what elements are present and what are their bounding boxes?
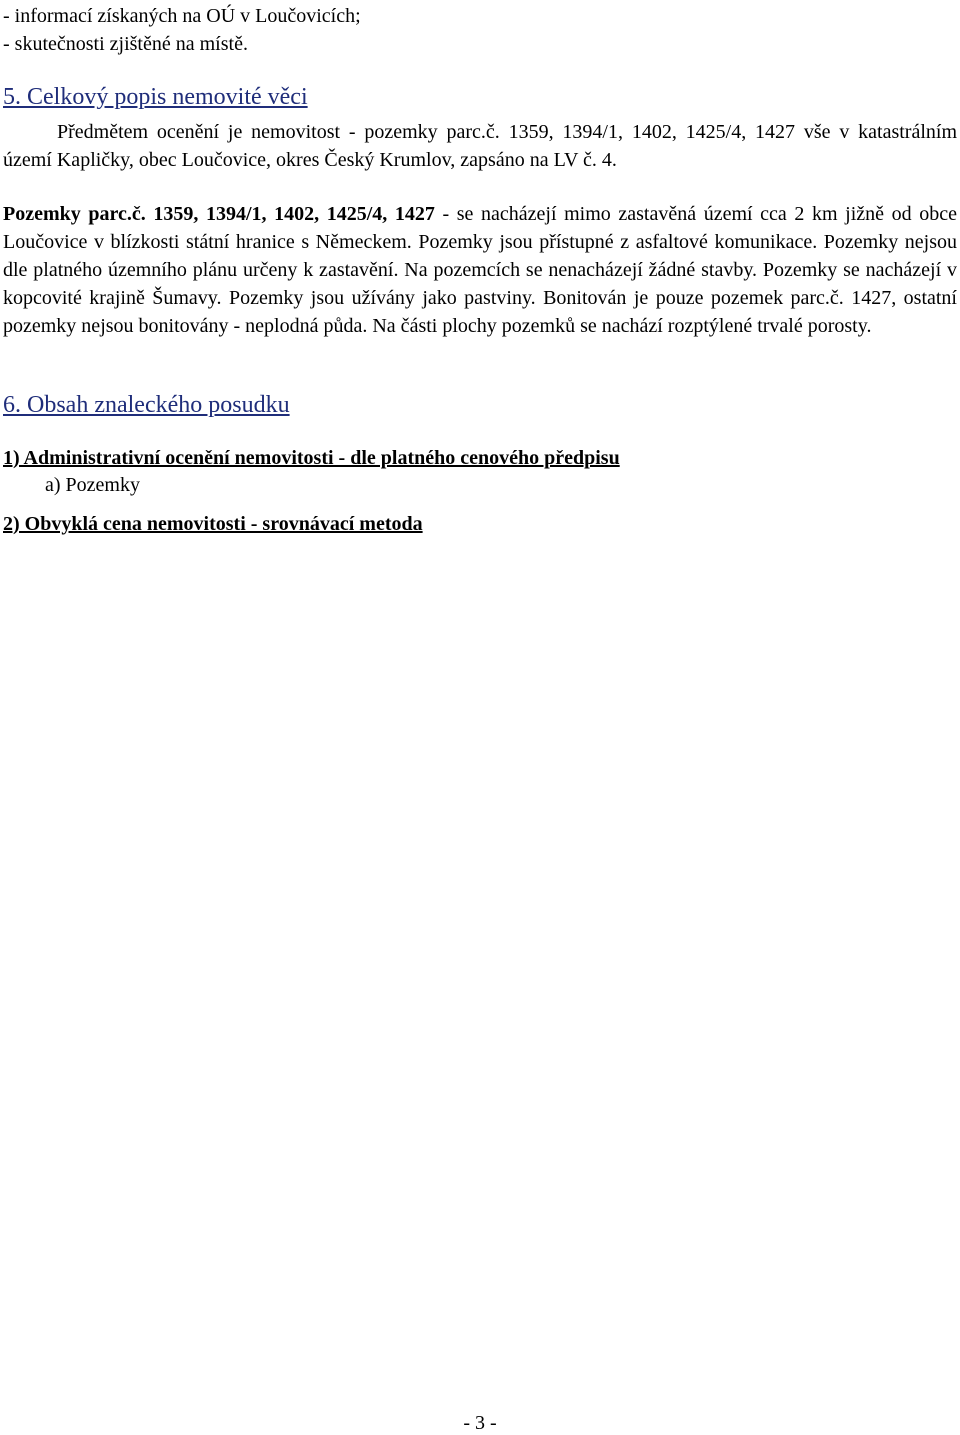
content-item-1a: a) Pozemky — [45, 474, 140, 496]
source-line-2: - skutečnosti zjištěné na místě. — [3, 33, 248, 55]
content-item-2: 2) Obvyklá cena nemovitosti - srovnávací metoda — [3, 513, 423, 535]
source-line-1: - informací získaných na OÚ v Loučovicích; — [3, 5, 361, 27]
section-5-intro: Předmětem ocenění je nemovitost - pozemky parc.č. 1359, 1394/1, 1402, 1425/4, 1427 vše v katastrálním území Kapličky, obec Loučovice, okres Český Krumlov, zapsáno na LV č. 4. — [3, 121, 957, 171]
section-5-detail — [3, 200, 957, 340]
section-5-detail-lead: Pozemky parc.č. 1359, 1394/1, 1402, 1425/4, 1427 — [3, 203, 435, 225]
page-number: - 3 - — [463, 1412, 497, 1434]
section-5-heading: 5. Celkový popis nemovité věci — [3, 84, 308, 110]
content-item-1: 1) Administrativní ocenění nemovitosti - dle platného cenového předpisu — [3, 447, 620, 469]
section-6-heading: 6. Obsah znaleckého posudku — [3, 392, 290, 418]
section-5-detail-text: - se nacházejí mimo zastavěná území cca 2 km jižně od obce Loučovice v blízkosti státní hranice s Německem. Pozemky jsou přístupné z asfaltové komunikace. Pozemky nejsou dle platného územního plánu určeny k zastavění. Na pozemcích se nenacházejí žádné stavby. Pozemky se nacházejí v kopcovité krajině Šumavy. Pozemky jsou užívány jako pastviny. Bonitován je pouze pozemek parc.č. 1427, ostatní pozemky nejsou bonitovány - neplodná půda. Na části plochy pozemků se nachází rozptýlené trvalé porosty. — [3, 203, 957, 337]
